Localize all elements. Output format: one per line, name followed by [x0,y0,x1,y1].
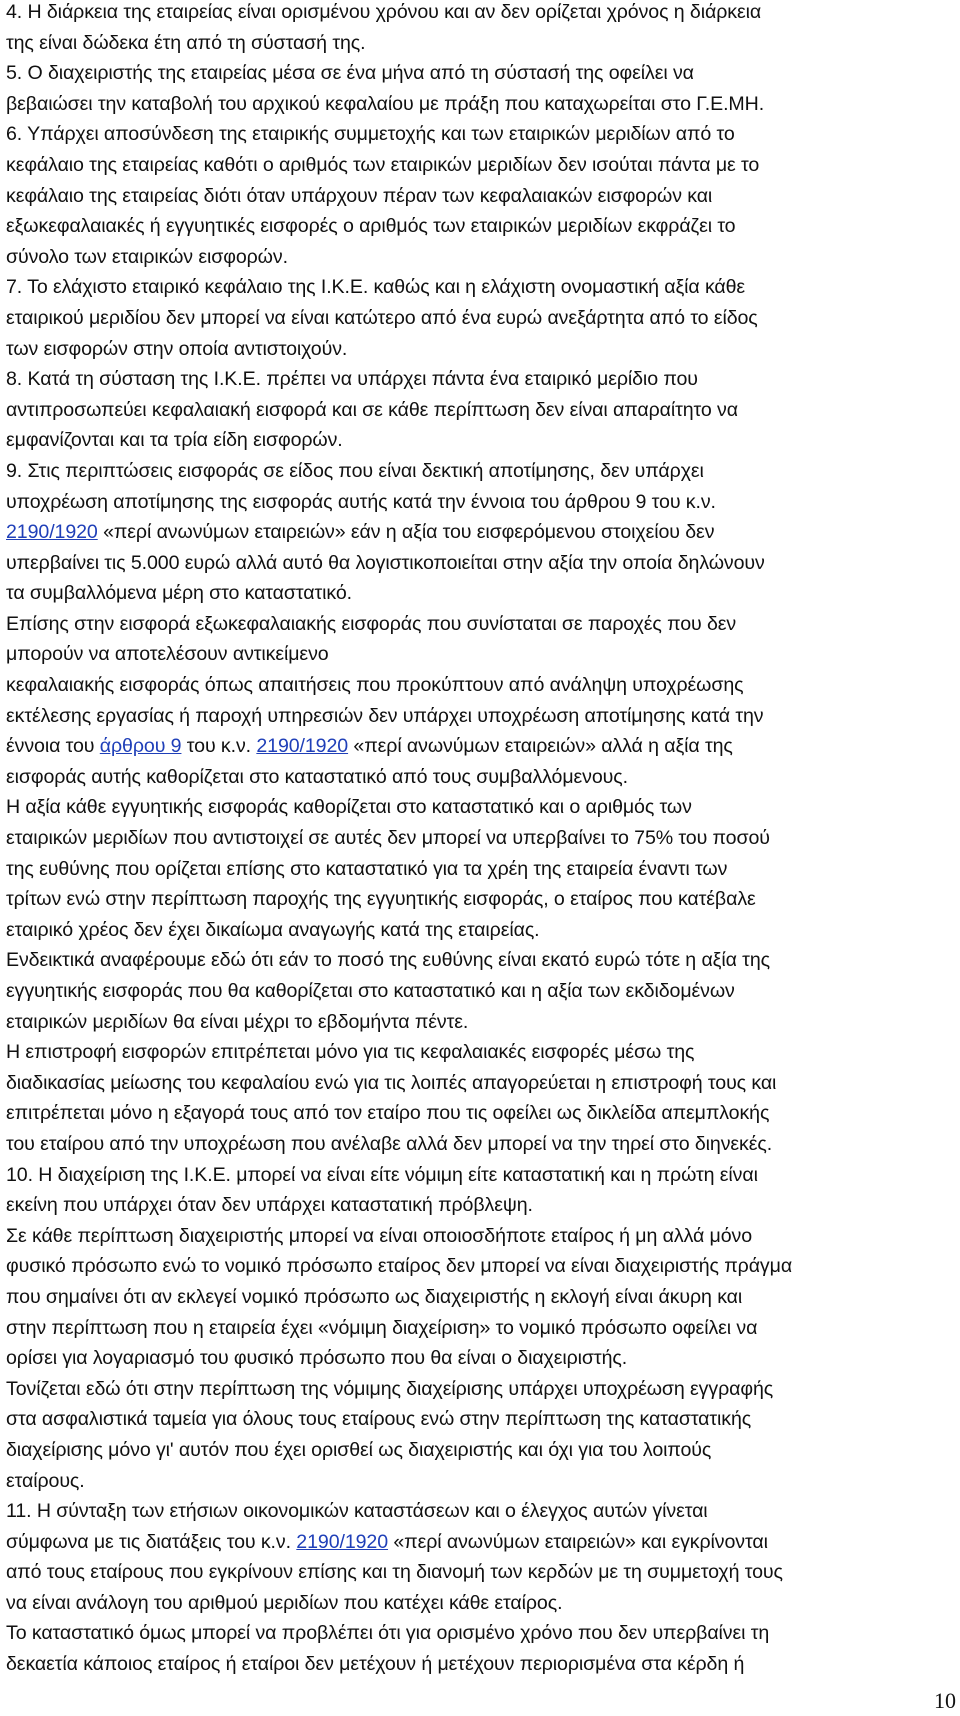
text-line: Η αξία κάθε εγγυητικής εισφοράς καθορίζεται στο καταστατικό και ο αριθμός των [6,796,692,819]
text-line: εταιρικών μεριδίων που αντιστοιχεί σε αυτές δεν μπορεί να υπερβαίνει το 75% του ποσού [6,827,770,850]
text-run: σύμφωνα με τις διατάξεις του κ.ν. [6,1530,297,1553]
text-line: υποχρέωση αποτίμησης της εισφοράς αυτής κατά την έννοια του άρθρου 9 του κ.ν. [6,490,716,513]
text-line: του εταίρου από την υποχρέωση που ανέλαβε αλλά δεν μπορεί να την τηρεί στο διηνεκές. [6,1132,773,1155]
text-line: εξωκεφαλαιακές ή εγγυητικές εισφορές ο αριθμός των εταιρικών μεριδίων εκφράζει το [6,215,736,238]
text-line: της ευθύνης που ορίζεται επίσης στο καταστατικό για τα χρέη της εταιρεία έναντι των [6,857,728,880]
text-line: εμφανίζονται και τα τρία είδη εισφορών. [6,429,343,452]
law-link-2190-1920[interactable]: 2190/1920 [256,735,349,758]
text-line: εισφοράς αυτής καθορίζεται στο καταστατικό από τους συμβαλλόμενους. [6,765,628,788]
text-run: «περί ανωνύμων εταιρειών» εάν η αξία του εισφερόμενου στοιχείου δεν [97,521,715,544]
text-line: 4. Η διάρκεια της εταιρείας είναι ορισμένου χρόνου και αν δεν ορίζεται χρόνος η διάρκεια [6,1,762,23]
text-line: της είναι δώδεκα έτη από τη σύστασή της. [6,31,366,54]
text-line: κεφαλαιακής εισφοράς όπως απαιτήσεις που προκύπτουν από ανάληψη υποχρέωσης [6,674,744,697]
page-number: 10 [934,1688,956,1713]
text-line: στα ασφαλιστικά ταμεία για όλους τους εταίρους ενώ στην περίπτωση της καταστατικής [6,1408,752,1431]
text-line: βεβαιώσει την καταβολή του αρχικού κεφαλαίου με πράξη που καταχωρείται στο Γ.Ε.ΜΗ. [6,92,765,115]
text-line: εγγυητικής εισφοράς που θα καθορίζεται στο καταστατικό και η αξία των εκδιδομένων [6,980,735,1002]
text-line: δεκαετία κάποιος εταίρος ή εταίροι δεν μετέχουν ή μετέχουν περιορισμένα στα κέρδη ή [6,1653,745,1676]
text-line: 10. Η διαχείριση της Ι.Κ.Ε. μπορεί να είναι είτε νόμιμη είτε καταστατική και η πρώτη είναι [6,1163,758,1186]
text-line: διαδικασίας μείωσης του κεφαλαίου ενώ για τις λοιπές απαγορεύεται η επιστροφή τους και [6,1071,777,1094]
text-line: 5. Ο διαχειριστής της εταιρείας μέσα σε ένα μήνα από τη σύστασή της οφείλει να [6,62,694,85]
text-line: εταιρικό χρέος δεν έχει δικαίωμα αναγωγής κατά της εταιρείας. [6,918,540,941]
text-line: ορίσει για λογαριασμό του φυσικό πρόσωπο που θα είναι ο διαχειριστής. [6,1347,628,1370]
text-line: Ενδεικτικά αναφέρουμε εδώ ότι εάν το ποσό της ευθύνης είναι εκατό ευρώ τότε η αξία της [6,949,770,972]
text-line: που σημαίνει ότι αν εκλεγεί νομικό πρόσωπο ως διαχειριστής η εκλογή είναι άκυρη και [6,1285,743,1308]
text-line: σύνολο των εταιρικών εισφορών. [6,245,288,268]
text-line: διαχείρισης μόνο γι' αυτόν που έχει ορισθεί ως διαχειριστής και όχι για του λοιπούς [6,1438,712,1461]
text-line: φυσικό πρόσωπο ενώ το νομικό πρόσωπο εταίρος δεν μπορεί να είναι διαχειριστής πράγμα [6,1255,793,1278]
text-line: στην περίπτωση που η εταιρεία έχει «νόμιμη διαχείριση» το νομικό πρόσωπο οφείλει να [6,1316,758,1339]
text-line: από τους εταίρους που εγκρίνουν επίσης και τη διανομή των κερδών με τη συμμετοχή τους [6,1561,783,1584]
text-run: «περί ανωνύμων εταιρειών» αλλά η αξία της [348,735,733,758]
text-line: εκείνη που υπάρχει όταν δεν υπάρχει καταστατική πρόβλεψη. [6,1194,533,1217]
text-run: έννοια του [6,735,100,758]
text-line: εταιρικού μεριδίου δεν μπορεί να είναι κατώτερο από ένα ευρώ ανεξάρτητα από το είδος [6,306,758,329]
text-line: εταίρους. [6,1469,85,1492]
law-link-2190-1920[interactable]: 2190/1920 [6,521,98,544]
text-line [6,731,950,762]
text-line: τα συμβαλλόμενα μέρη στο καταστατικό. [6,582,352,605]
text-line: εταιρικών μεριδίων θα είναι μέχρι το εβδομήντα πέντε. [6,1010,469,1033]
text-line: μπορούν να αποτελέσουν αντικείμενο [6,643,329,666]
text-line: Τονίζεται εδώ ότι στην περίπτωση της νόμιμης διαχείρισης υπάρχει υποχρέωση εγγραφής [6,1377,774,1400]
text-run: του κ.ν. [181,735,257,758]
text-line: υπερβαίνει τις 5.000 ευρώ αλλά αυτό θα λογιστικοποιείται στην αξία την οποία δηλώνουν [6,551,765,574]
text-line: 8. Κατά τη σύσταση της Ι.Κ.Ε. πρέπει να υπάρχει πάντα ένα εταιρικό μερίδιο που [6,368,698,391]
text-line: κεφάλαιο της εταιρείας καθότι ο αριθμός των εταιρικών μεριδίων δεν ισούται πάντα με το [6,153,760,176]
text-line: επιτρέπεται μόνο η εξαγορά τους από τον εταίρο που τις οφείλει ως δικλείδα απεμπλοκής [6,1102,770,1125]
text-line: των εισφορών στην οποία αντιστοιχούν. [6,337,348,360]
text-line [6,517,950,548]
document-body [6,0,950,1680]
text-line: κεφάλαιο της εταιρείας διότι όταν υπάρχουν πέραν των κεφαλαιακών εισφορών και [6,184,713,207]
text-line: 11. Η σύνταξη των ετήσιων οικονομικών καταστάσεων και ο έλεγχος αυτών γίνεται [6,1500,708,1523]
text-line: 6. Υπάρχει αποσύνδεση της εταιρικής συμμετοχής και των εταιρικών μεριδίων από το [6,123,735,146]
text-line: τρίτων ενώ στην περίπτωση παροχής της εγγυητικής εισφοράς, ο εταίρος που κατέβαλε [6,888,756,911]
text-line: Σε κάθε περίπτωση διαχειριστής μπορεί να είναι οποιοσδήποτε εταίρος ή μη αλλά μόνο [6,1224,753,1247]
text-line: 7. Το ελάχιστο εταιρικό κεφάλαιο της Ι.Κ.Ε. καθώς και η ελάχιστη ονομαστική αξία κάθε [6,276,746,299]
law-link-2190-1920[interactable]: 2190/1920 [296,1530,389,1553]
text-line: εκτέλεσης εργασίας ή παροχή υπηρεσιών δεν υπάρχει υποχρέωση αποτίμησης κατά την [6,704,764,727]
text-run: «περί ανωνύμων εταιρειών» και εγκρίνονται [388,1530,768,1553]
text-line: να είναι ανάλογη του αριθμού μεριδίων που κατέχει κάθε εταίρος. [6,1591,563,1614]
text-line: Η επιστροφή εισφορών επιτρέπεται μόνο για τις κεφαλαιακές εισφορές μέσω της [6,1041,695,1064]
text-line: Το καταστατικό όμως μπορεί να προβλέπει ότι για ορισμένο χρόνο που δεν υπερβαίνει τη [6,1622,770,1645]
text-line: αντιπροσωπεύει κεφαλαιακή εισφορά και σε κάθε περίπτωση δεν είναι απαραίτητο να [6,398,738,421]
text-line [6,1527,950,1558]
text-line: 9. Στις περιπτώσεις εισφοράς σε είδος που είναι δεκτική αποτίμησης, δεν υπάρχει [6,459,704,482]
article-9-link[interactable]: άρθρου 9 [99,735,182,758]
text-line: Επίσης στην εισφορά εξωκεφαλαιακής εισφοράς που συνίσταται σε παροχές που δεν [6,612,737,635]
